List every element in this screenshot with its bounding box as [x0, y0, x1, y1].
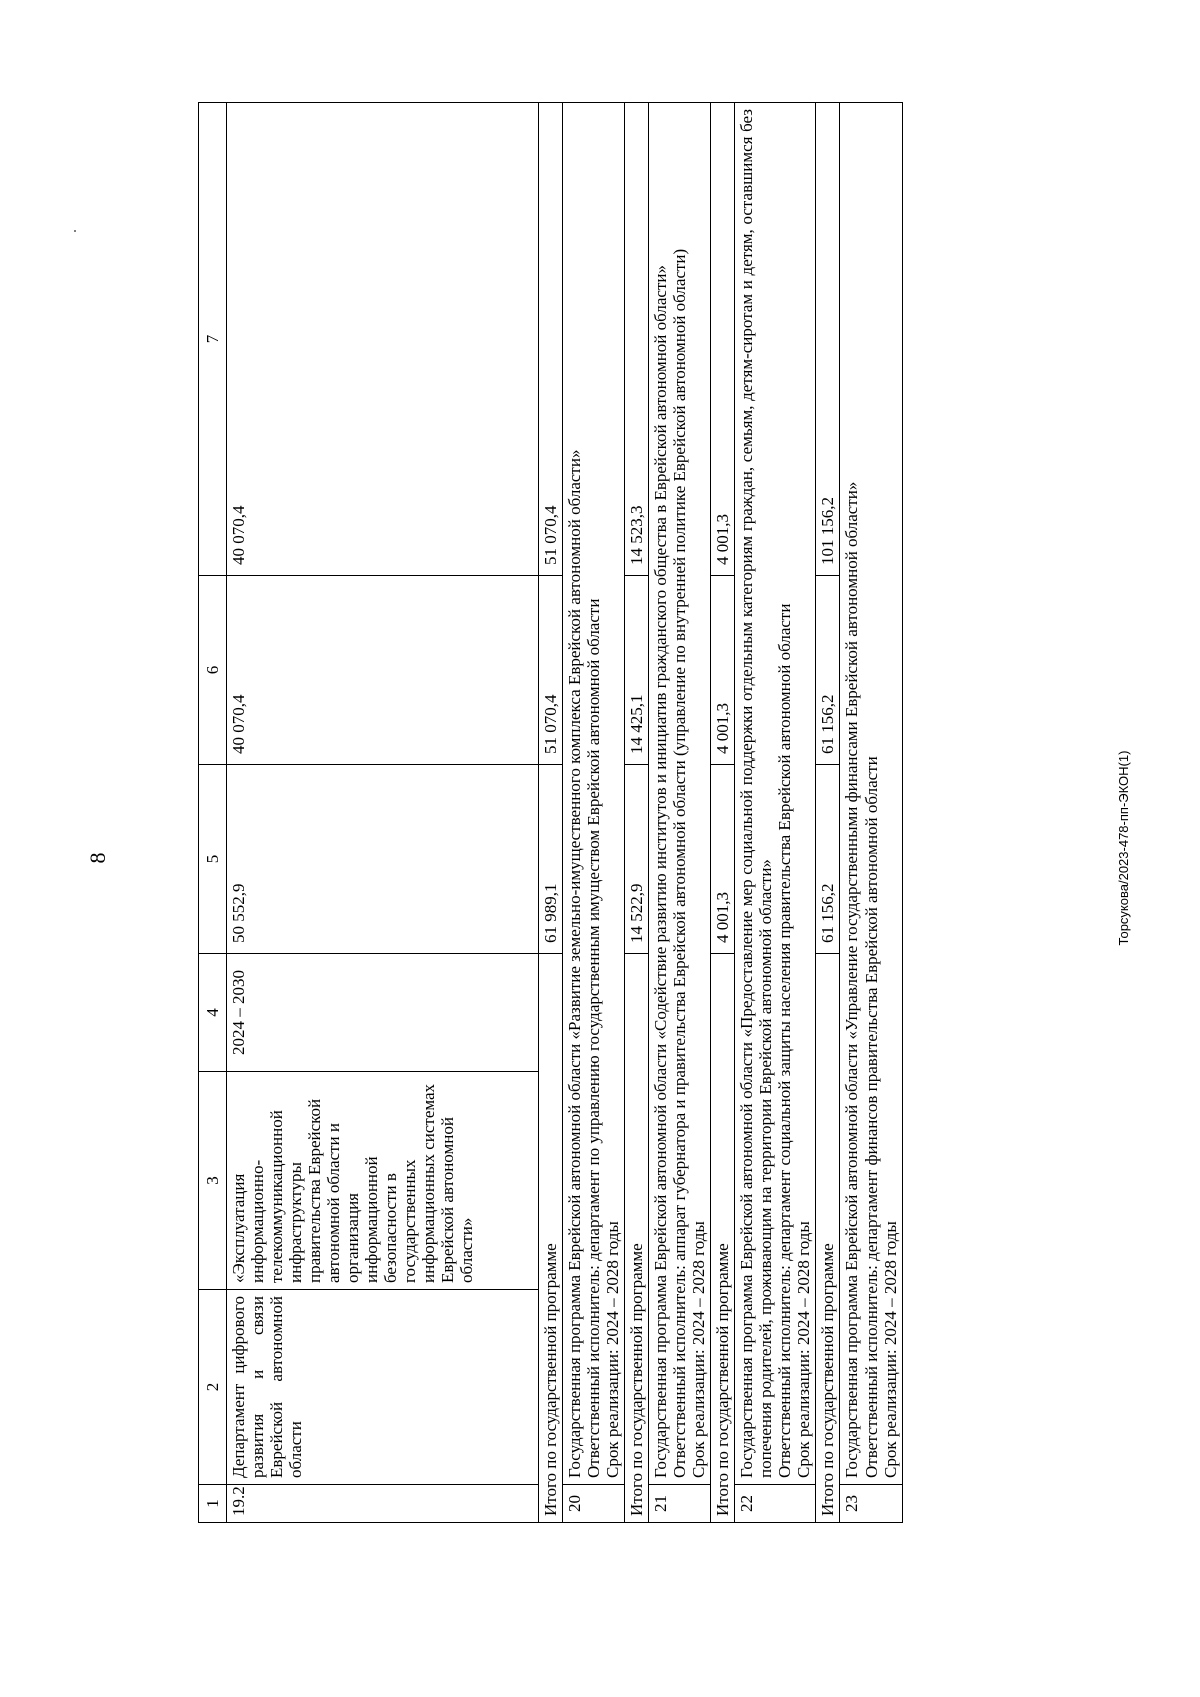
- total-value-col-5: 61 989,1: [539, 765, 563, 954]
- total-value-col-5: 61 156,2: [816, 765, 840, 954]
- total-label: Итого по государственной программе: [539, 954, 563, 1523]
- stray-dot: [74, 230, 76, 232]
- program-number: 23: [840, 1485, 902, 1523]
- program-executor: Ответственный исполнитель: департамент социальной защиты населения правительства Еврейской автономной области: [775, 603, 795, 1478]
- document-code: Торсукова/2023-478-пп-ЭКОН(1): [1116, 750, 1131, 946]
- value-col-5: 50 552,9: [227, 765, 539, 954]
- total-value-col-7: 14 523,3: [625, 103, 649, 576]
- value-col-7: 40 070,4: [227, 103, 539, 576]
- total-value-col-7: 51 070,4: [539, 103, 563, 576]
- program-description: [735, 103, 816, 1485]
- program-title: Государственная программа Еврейской автономной области «Развитие земельно-имущественного комплекса Еврейской автономной области»: [565, 449, 585, 1478]
- page-number: 8: [85, 852, 110, 864]
- table-header-row: [199, 103, 227, 1523]
- program-title: Государственная программа Еврейской автономной области «Управление государственными финансами Еврейской автономной области»: [842, 481, 862, 1478]
- total-row-program-21: [711, 103, 735, 1523]
- program-description: [840, 103, 902, 1485]
- total-value-col-5: 14 522,9: [625, 765, 649, 954]
- budget-table-rotated: [198, 103, 978, 1523]
- budget-table-container: [198, 103, 978, 1523]
- program-number: 20: [563, 1485, 625, 1523]
- program-number: 22: [735, 1485, 816, 1523]
- budget-table: [198, 102, 903, 1523]
- program-row-20: [563, 103, 625, 1523]
- program-executor: Ответственный исполнитель: департамент по управлению государственным имуществом Еврейской автономной области: [584, 598, 604, 1478]
- total-value-col-5: 4 001,3: [711, 765, 735, 954]
- total-row-program-19: [539, 103, 563, 1523]
- program-row-22: [735, 103, 816, 1523]
- program-term: Срок реализации: 2024 – 2028 годы: [603, 1221, 623, 1478]
- header-cell-1: 1: [199, 1485, 227, 1523]
- total-row-program-20: [625, 103, 649, 1523]
- total-label: Итого по государственной программе: [625, 954, 649, 1523]
- program-number: 21: [649, 1485, 711, 1523]
- program-row-23: [840, 103, 902, 1523]
- program-title: Государственная программа Еврейской автономной области «Содействие развитию институтов и инициатив гражданского общества в Еврейской автономной области»: [651, 265, 671, 1478]
- program-description: [563, 103, 625, 1485]
- total-value-col-6: 4 001,3: [711, 576, 735, 765]
- table-row-19-2: [227, 103, 539, 1523]
- total-value-col-6: 51 070,4: [539, 576, 563, 765]
- program-term: Срок реализации: 2024 – 2028 годы: [689, 1221, 709, 1478]
- total-value-col-6: 14 425,1: [625, 576, 649, 765]
- header-cell-6: 6: [199, 576, 227, 765]
- header-cell-2: 2: [199, 1290, 227, 1485]
- total-label: Итого по государственной программе: [816, 954, 840, 1523]
- program-executor: Ответственный исполнитель: аппарат губернатора и правительства Еврейской автономной области (управление по внутренней политике Еврейской автономной области): [670, 248, 690, 1478]
- event-cell: «Эксплуатация информационно-телекоммуникационной инфраструктуры правительства Еврейской автономной области и организация информационной безопасности в государственных информационных системах Еврейской автономной области»: [227, 1072, 539, 1290]
- total-value-col-6: 61 156,2: [816, 576, 840, 765]
- program-title: Государственная программа Еврейской автономной области «Предоставление мер социальной поддержки отдельным категориям граждан, семьям, детям-сиротам и детям, оставшимся без попечения родителей, проживающим на территории Еврейской автономной области»: [737, 109, 776, 1478]
- value-col-6: 40 070,4: [227, 576, 539, 765]
- header-cell-5: 5: [199, 765, 227, 954]
- total-row-program-22: [816, 103, 840, 1523]
- row-number: 19.2: [227, 1485, 539, 1523]
- header-cell-7: 7: [199, 103, 227, 576]
- total-value-col-7: 4 001,3: [711, 103, 735, 576]
- program-row-21: [649, 103, 711, 1523]
- program-term: Срок реализации: 2024 – 2028 годы: [794, 1221, 814, 1478]
- header-cell-4: 4: [199, 954, 227, 1072]
- department-cell: Департамент цифрового развития и связи Еврейской автономной области: [227, 1290, 539, 1485]
- total-value-col-7: 101 156,2: [816, 103, 840, 576]
- program-executor: Ответственный исполнитель: департамент финансов правительства Еврейской автономной области: [861, 756, 881, 1478]
- header-cell-3: 3: [199, 1072, 227, 1290]
- program-description: [649, 103, 711, 1485]
- period-cell: 2024 – 2030: [227, 954, 539, 1072]
- program-term: Срок реализации: 2024 – 2028 годы: [880, 1221, 900, 1478]
- total-label: Итого по государственной программе: [711, 954, 735, 1523]
